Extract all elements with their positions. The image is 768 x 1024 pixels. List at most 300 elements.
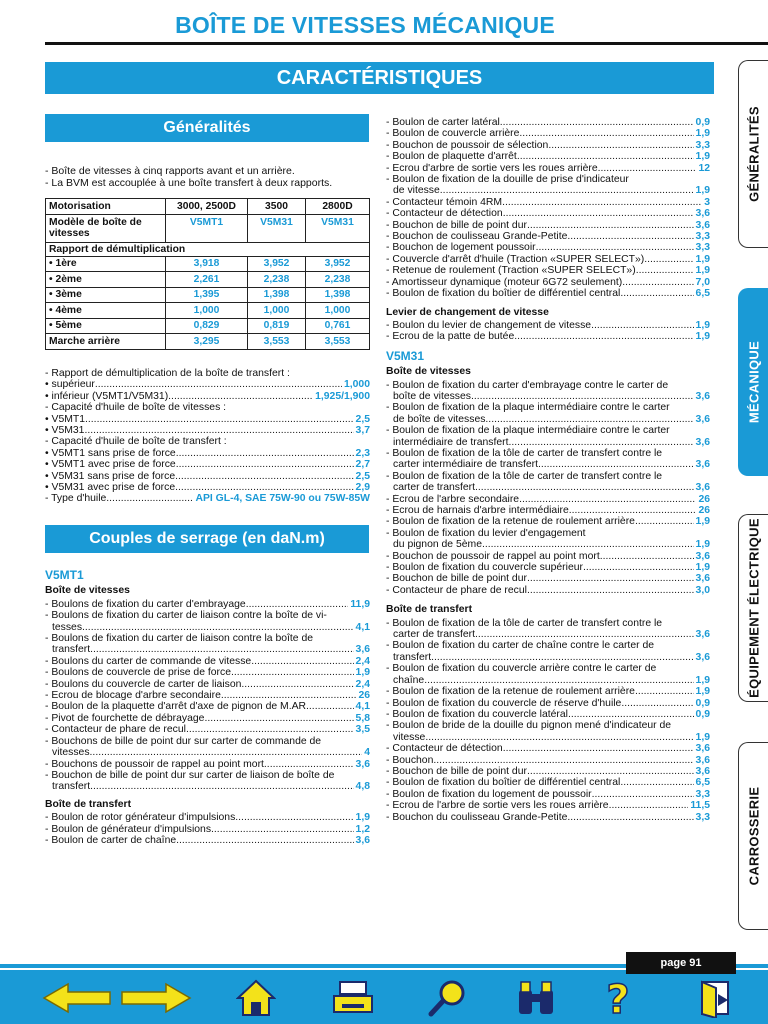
table-cell: 1,000 <box>166 303 248 319</box>
dot-leader <box>251 656 353 667</box>
table-row <box>46 334 370 350</box>
intro-text <box>45 165 370 189</box>
tab-mecanique[interactable] <box>738 288 768 476</box>
spec-line <box>386 437 710 448</box>
spec-line: - Boulon de fixation de la plaque intermédiaire contre le carter <box>386 402 670 414</box>
table-row <box>46 242 370 256</box>
table-row <box>46 318 370 334</box>
spec-line <box>386 151 710 162</box>
table-row <box>46 272 370 288</box>
spec-line <box>45 448 370 459</box>
spec-label: • V5MT1 sans prise de force <box>45 447 176 459</box>
dot-leader <box>231 667 354 678</box>
dot-leader <box>621 698 693 709</box>
question-icon[interactable] <box>596 978 640 1018</box>
spec-label: transfert <box>393 651 432 663</box>
spec-label: - Boulons de couvercle de prise de force <box>45 667 231 679</box>
subheading-boite-transfert: Boîte de transfert <box>45 798 132 810</box>
spec-line: - Boulon de fixation de la tôle de carter de transfert contre le <box>386 447 663 459</box>
dot-leader <box>519 128 693 139</box>
dot-leader <box>527 220 694 231</box>
spec-line <box>386 265 710 276</box>
spec-line: - Boulon de fixation de la plaque intermédiaire contre le carter <box>386 425 670 437</box>
table-cell: • 5ème <box>46 318 166 334</box>
dot-leader <box>509 437 694 448</box>
spec-line <box>45 759 370 770</box>
table-cell: • 3ème <box>46 287 166 303</box>
spec-label: • V5M31 avec prise de force <box>45 482 176 494</box>
intro-line: - Boîte de vitesses à cinq rapports avant et un arrière. <box>45 165 295 177</box>
v5m31-heading: V5M31 <box>386 348 425 363</box>
dot-leader <box>168 391 313 402</box>
spec-label: - Boulon de fixation du boîtier de différentiel central <box>386 777 621 789</box>
spec-label: de boîte de vitesses <box>393 413 486 425</box>
dot-leader <box>635 686 694 697</box>
spec-label: de vitesse <box>393 185 440 197</box>
spec-line <box>45 482 370 493</box>
table-cell: 3,553 <box>306 334 370 350</box>
spec-label: boîte de vitesses <box>393 390 471 402</box>
spec-line <box>386 254 710 265</box>
spec-line <box>45 824 370 835</box>
tab-label: CARROSSERIE <box>746 786 761 886</box>
spec-value: 2,9 <box>355 482 370 494</box>
spec-label: - Écrou de l'arbre secondaire <box>386 493 520 505</box>
spec-value: 2,4 <box>355 678 370 690</box>
spec-value: 26 <box>698 505 710 516</box>
table-header-cell: Motorisation <box>46 199 166 215</box>
dot-leader <box>527 573 694 584</box>
spec-line <box>386 277 710 288</box>
table-cell: 2,261 <box>166 272 248 288</box>
spec-value: 2,3 <box>355 447 370 459</box>
table-cell: 3,952 <box>306 256 370 272</box>
dot-leader <box>475 482 694 493</box>
binoculars-icon[interactable] <box>514 978 558 1018</box>
intro-line: - La BVM est accouplée à une boîte transfert à deux rapports. <box>45 177 333 189</box>
spec-label: transfert <box>52 644 91 656</box>
spec-value: 3,0 <box>695 584 710 596</box>
spec-value: 4 <box>364 747 370 759</box>
spec-label: - Boulon de carter de chaîne <box>45 834 177 846</box>
dot-leader <box>433 755 693 766</box>
spec-label: - Boulon de fixation du boîtier de différentiel central <box>386 288 621 300</box>
couples-heading: Couples de serrage (en daN.m) <box>45 525 369 553</box>
table-cell: 1,395 <box>166 287 248 303</box>
spec-value: 1,9 <box>695 674 710 686</box>
spec-label: - Bouchon <box>386 754 434 766</box>
spec-value: 1,925/1,900 <box>315 390 370 402</box>
subheading-levier: Levier de changement de vitesse <box>386 306 549 318</box>
spec-value: 3,6 <box>695 765 710 777</box>
dot-leader <box>82 622 354 633</box>
dot-leader <box>635 516 694 527</box>
spec-line <box>386 573 710 584</box>
dot-leader <box>431 652 693 663</box>
spec-value: 2,5 <box>355 413 370 425</box>
spec-line <box>386 288 710 299</box>
table-cell: 0,829 <box>166 318 248 334</box>
spec-line <box>45 599 370 610</box>
spec-label: vitesse <box>393 731 426 743</box>
spec-line <box>386 743 710 754</box>
spec-value: 1,9 <box>695 686 710 698</box>
spec-label: - Boulons du couvercle de carter de liaison <box>45 678 242 690</box>
spec-label: - Boulon de fixation du logement de poussoir <box>386 788 592 800</box>
spec-value: 7,0 <box>695 276 710 288</box>
spec-value: 3,6 <box>695 629 710 641</box>
dot-leader <box>95 379 342 390</box>
v5mt1-heading: V5MT1 <box>45 568 84 582</box>
spec-line: - Boulon de fixation du levier d'engagement <box>386 527 586 539</box>
spec-line <box>386 539 710 550</box>
spec-value: 1,9 <box>695 265 710 277</box>
dot-leader <box>622 277 693 288</box>
spec-label: - Ecrou de l'arbre de sortie vers les roues arrière <box>386 800 609 812</box>
dot-leader <box>475 629 694 640</box>
spec-value: 3,6 <box>695 482 710 494</box>
svg-text:?: ? <box>606 978 630 1018</box>
arrow-left-icon[interactable] <box>42 978 112 1018</box>
spec-value: 3,5 <box>355 724 370 736</box>
spec-value: 26 <box>358 690 370 702</box>
spec-value: 3,6 <box>695 754 710 766</box>
dot-leader <box>568 709 694 720</box>
spec-value: 3,6 <box>695 550 710 562</box>
spec-value: 3,3 <box>695 139 710 151</box>
spec-value: 0,9 <box>695 117 710 128</box>
dot-leader <box>514 331 693 342</box>
dot-leader <box>502 197 702 208</box>
spec-line <box>45 391 370 402</box>
spec-line <box>386 755 710 766</box>
dot-leader <box>503 208 694 219</box>
spec-value: 4,1 <box>355 701 370 713</box>
spec-value: 2,4 <box>355 655 370 667</box>
spec-line <box>45 425 370 436</box>
spec-label: - Bouchon de poussoir de rappel au point mort <box>386 550 600 562</box>
spec-line <box>45 724 370 735</box>
table-cell: V5M31 <box>248 214 306 242</box>
spec-line <box>386 208 710 219</box>
table-cell: 3,553 <box>248 334 306 350</box>
spec-value: 1,9 <box>695 128 710 140</box>
spec-label: - Ecrou d'arbre de sortie vers les roues arrière <box>386 162 598 174</box>
spec-value: 3,6 <box>355 758 370 770</box>
dot-leader <box>84 425 353 436</box>
dot-leader <box>500 117 694 128</box>
spec-line <box>45 471 370 482</box>
arrow-right-icon[interactable] <box>120 978 192 1018</box>
printer-icon[interactable] <box>330 978 376 1018</box>
spec-label: carter de transfert <box>393 482 476 494</box>
spec-line: - Boulon de fixation du carter de chaîne contre le carter de <box>386 640 655 652</box>
dot-leader <box>176 448 354 459</box>
spec-line <box>45 701 370 712</box>
spec-label: - Contacteur de détection <box>386 743 503 755</box>
spec-line <box>386 585 710 596</box>
spec-value: 3,3 <box>695 231 710 243</box>
dot-leader <box>538 459 694 470</box>
tab-generalites[interactable] <box>738 60 768 248</box>
spec-line <box>45 414 370 425</box>
spec-value: 26 <box>698 493 710 505</box>
spec-label: • inférieur (V5MT1/V5M31) <box>45 390 169 402</box>
dot-leader <box>264 759 354 770</box>
spec-line <box>45 812 370 823</box>
spec-label: - Ecrou de harnais d'arbre intermédiaire <box>386 505 569 516</box>
dot-leader <box>186 724 354 735</box>
spec-line <box>386 242 710 253</box>
spec-label: - Ecrou de blocage d'arbre secondaire <box>45 690 221 702</box>
spec-value: 1,2 <box>355 823 370 835</box>
spec-line <box>386 414 710 425</box>
spec-label: - Amortisseur dynamique (moteur 6G72 seulement) <box>386 276 623 288</box>
table-cell: • 1ère <box>46 256 166 272</box>
spec-line: - Capacité d'huile de boîte de transfert : <box>45 436 227 448</box>
dot-leader <box>211 824 354 835</box>
v5mt1-couples <box>45 565 370 846</box>
spec-label: carter intermédiaire de transfert <box>393 459 538 471</box>
tab-label: MÉCANIQUE <box>746 340 761 424</box>
spec-line <box>386 652 710 663</box>
dot-leader <box>609 800 689 811</box>
table-row <box>46 303 370 319</box>
spec-value: 1,9 <box>695 539 710 551</box>
spec-label: - Boulon de fixation de la retenue de roulement arrière <box>386 686 635 698</box>
spec-value: 12 <box>698 162 710 174</box>
spec-line <box>386 629 710 640</box>
dot-leader <box>548 140 693 151</box>
spec-line <box>45 835 370 846</box>
spec-line <box>386 459 710 470</box>
spec-label: - Contacteur de phare de recul <box>386 584 527 596</box>
spec-value: 3,3 <box>695 242 710 254</box>
spec-label: vitesses <box>52 747 90 759</box>
dot-leader <box>583 562 694 573</box>
spec-value: 3,6 <box>695 436 710 448</box>
spec-line <box>386 698 710 709</box>
table-cell: 3,952 <box>248 256 306 272</box>
section-heading: CARACTÉRISTIQUES <box>45 62 714 94</box>
spec-value: 0,9 <box>695 697 710 709</box>
spec-value: 3,6 <box>695 208 710 220</box>
table-header-cell: 3500 <box>248 199 306 215</box>
table-cell: Marche arrière <box>46 334 166 350</box>
subheading-boite-transfert: Boîte de transfert <box>386 604 473 616</box>
dot-leader <box>141 493 194 504</box>
spec-value: 1,9 <box>695 253 710 265</box>
spec-label: - Contacteur témoin 4RM <box>386 196 503 208</box>
dot-leader <box>503 743 694 754</box>
dot-leader <box>519 494 696 505</box>
spec-line: - Boulon de bride de la douille du pignon mené d'indicateur de <box>386 720 672 732</box>
spec-value: 2,5 <box>355 470 370 482</box>
dot-leader <box>306 701 354 712</box>
dot-leader <box>591 320 693 331</box>
dot-leader <box>471 391 694 402</box>
dot-leader <box>85 414 354 425</box>
spec-table <box>45 198 370 350</box>
spec-label: - Contacteur de phare de recul <box>45 724 186 736</box>
dot-leader <box>527 585 694 596</box>
spec-line <box>386 789 710 800</box>
spec-label: - Bouchon de bille de point dur <box>386 765 527 777</box>
spec-value: 1,9 <box>695 731 710 743</box>
table-cell: 1,398 <box>248 287 306 303</box>
spec-value: 11,5 <box>690 800 710 812</box>
spec-label: - Boulon de carter latéral <box>386 117 500 128</box>
spec-line <box>386 675 710 686</box>
dot-leader <box>644 254 693 265</box>
dot-leader <box>176 459 354 470</box>
spec-value: 0,9 <box>695 708 710 720</box>
spec-value: 1,9 <box>695 185 710 197</box>
spec-line: - Boulon de fixation de la tôle de carter de transfert contre le <box>386 470 663 482</box>
spec-label: • supérieur <box>45 379 95 391</box>
spec-line <box>386 391 710 402</box>
left-specs <box>45 368 370 505</box>
spec-line: - Boulons de fixation du carter de liaison contre la boîte de vi- <box>45 610 327 622</box>
tab-carrosserie[interactable] <box>738 742 768 930</box>
spec-label: - Pivot de fourchette de débrayage <box>45 712 205 724</box>
spec-label: - Bouchon de poussoir de sélection <box>386 139 549 151</box>
spec-line <box>386 231 710 242</box>
spec-line <box>386 516 710 527</box>
spec-line: - Boulon de fixation du carter d'embrayage contre le carter de <box>386 379 669 391</box>
spec-value: 3,6 <box>695 219 710 231</box>
tab-label: GÉNÉRALITÉS <box>746 106 761 202</box>
spec-label: • V5M31 <box>45 425 85 437</box>
spec-label: - Boulon de fixation du couvercle supérieur <box>386 562 583 574</box>
spec-value: 1,9 <box>355 667 370 679</box>
spec-label: - Retenue de roulement (Traction «SUPER SELECT») <box>386 265 636 277</box>
spec-value: 1,000 <box>343 379 370 391</box>
tab-equipement-electrique[interactable] <box>738 514 768 702</box>
dot-leader <box>567 812 693 823</box>
table-row <box>46 199 370 215</box>
home-icon[interactable] <box>236 978 276 1018</box>
spec-line <box>45 690 370 701</box>
spec-label: • V5M31 sans prise de force <box>45 470 176 482</box>
tab-label: ÉQUIPEMENT ÉLECTRIQUE <box>746 518 761 698</box>
title-rule <box>45 42 768 45</box>
subheading-boite-vitesses: Boîte de vitesses <box>386 366 471 378</box>
spec-value: 3,7 <box>355 425 370 437</box>
dot-leader <box>90 781 353 792</box>
spec-value: 11,9 <box>350 598 370 610</box>
spec-label: - Bouchon de bille de point dur <box>386 573 527 585</box>
table-cell: • 4ème <box>46 303 166 319</box>
spec-line: - Rapport de démultiplication de la boîte de transfert : <box>45 368 290 379</box>
spec-label: intermédiaire de transfert <box>393 436 509 448</box>
dot-leader <box>90 644 353 655</box>
dot-leader <box>425 732 693 743</box>
spec-line <box>45 493 370 504</box>
spec-value: 3 <box>704 196 710 208</box>
table-cell: 1,000 <box>306 303 370 319</box>
spec-line <box>386 732 710 743</box>
spec-line <box>386 331 710 342</box>
spec-line <box>45 781 370 792</box>
spec-label: - Bouchon de coulisseau Grande-Petite <box>386 231 568 243</box>
dot-leader <box>176 835 353 846</box>
table-cell: 1,000 <box>248 303 306 319</box>
spec-value: 3,6 <box>355 834 370 846</box>
spec-value: 3,3 <box>695 788 710 800</box>
dot-leader <box>569 505 697 516</box>
spec-label: - Ecrou de la patte de butée <box>386 331 515 343</box>
spec-line: - Capacité d'huile de boîte de vitesses : <box>45 402 227 414</box>
spec-value: 4,8 <box>355 781 370 793</box>
table-cell: 3,918 <box>166 256 248 272</box>
table-cell: 2,238 <box>248 272 306 288</box>
spec-label: carter de transfert <box>393 629 476 641</box>
spec-value: 3,6 <box>695 573 710 585</box>
spec-label: - Boulons du carter de commande de vitesse <box>45 655 252 667</box>
spec-value: 6,5 <box>695 288 710 300</box>
spec-label: du pignon de 5ème <box>393 539 482 551</box>
dot-leader <box>204 713 353 724</box>
dot-leader <box>600 551 694 562</box>
dot-leader <box>536 242 694 253</box>
dot-leader <box>620 288 693 299</box>
spec-label: - Boulon du levier de changement de vitesse <box>386 319 592 331</box>
dot-leader <box>175 471 353 482</box>
spec-value: 1,9 <box>695 516 710 528</box>
table-cell: Rapport de démultiplication <box>46 242 370 256</box>
spec-line <box>386 494 710 505</box>
spec-value: 1,9 <box>695 151 710 163</box>
spec-value: 3,6 <box>695 459 710 471</box>
dot-leader <box>246 599 349 610</box>
spec-label: - Type d'huile............ <box>45 493 141 505</box>
magnifier-icon[interactable] <box>426 978 470 1018</box>
table-cell: 3,295 <box>166 334 248 350</box>
spec-label: - Boulon de fixation du couvercle latéral <box>386 708 568 720</box>
spec-line <box>386 482 710 493</box>
table-cell: 2,238 <box>306 272 370 288</box>
exit-icon[interactable] <box>696 978 736 1018</box>
spec-line <box>45 622 370 633</box>
spec-value: 4,1 <box>355 621 370 633</box>
spec-line <box>386 505 710 516</box>
dot-leader <box>598 163 697 174</box>
spec-line <box>386 766 710 777</box>
spec-line <box>386 551 710 562</box>
spec-label: - Couvercle d'arrêt d'huile (Traction «SUPER SELECT») <box>386 253 645 265</box>
spec-value: 3,6 <box>695 413 710 425</box>
spec-line: - Boulon de fixation de la douille de prise d'indicateur <box>386 174 629 186</box>
spec-line: - Boulons de fixation du carter de liaison contre la boîte de <box>45 633 314 645</box>
table-row <box>46 256 370 272</box>
spec-label: chaîne <box>393 674 425 686</box>
spec-line <box>45 459 370 470</box>
spec-label: - Contacteur de détection <box>386 208 503 220</box>
spec-label: transfert <box>52 781 91 793</box>
spec-label: - Boulon de plaquette d'arrêt <box>386 151 517 163</box>
spec-value: 3,6 <box>695 390 710 402</box>
dot-leader <box>241 679 353 690</box>
spec-value: 2,7 <box>355 459 370 471</box>
spec-value: 3,6 <box>695 651 710 663</box>
spec-label: - Bouchons de poussoir de rappel au point mort <box>45 758 264 770</box>
spec-line <box>45 679 370 690</box>
dot-leader <box>221 690 357 701</box>
spec-line <box>386 812 710 823</box>
spec-value: 3,6 <box>355 644 370 656</box>
spec-line: - Boulon de fixation du couvercle arrière contre le carter de <box>386 663 657 675</box>
